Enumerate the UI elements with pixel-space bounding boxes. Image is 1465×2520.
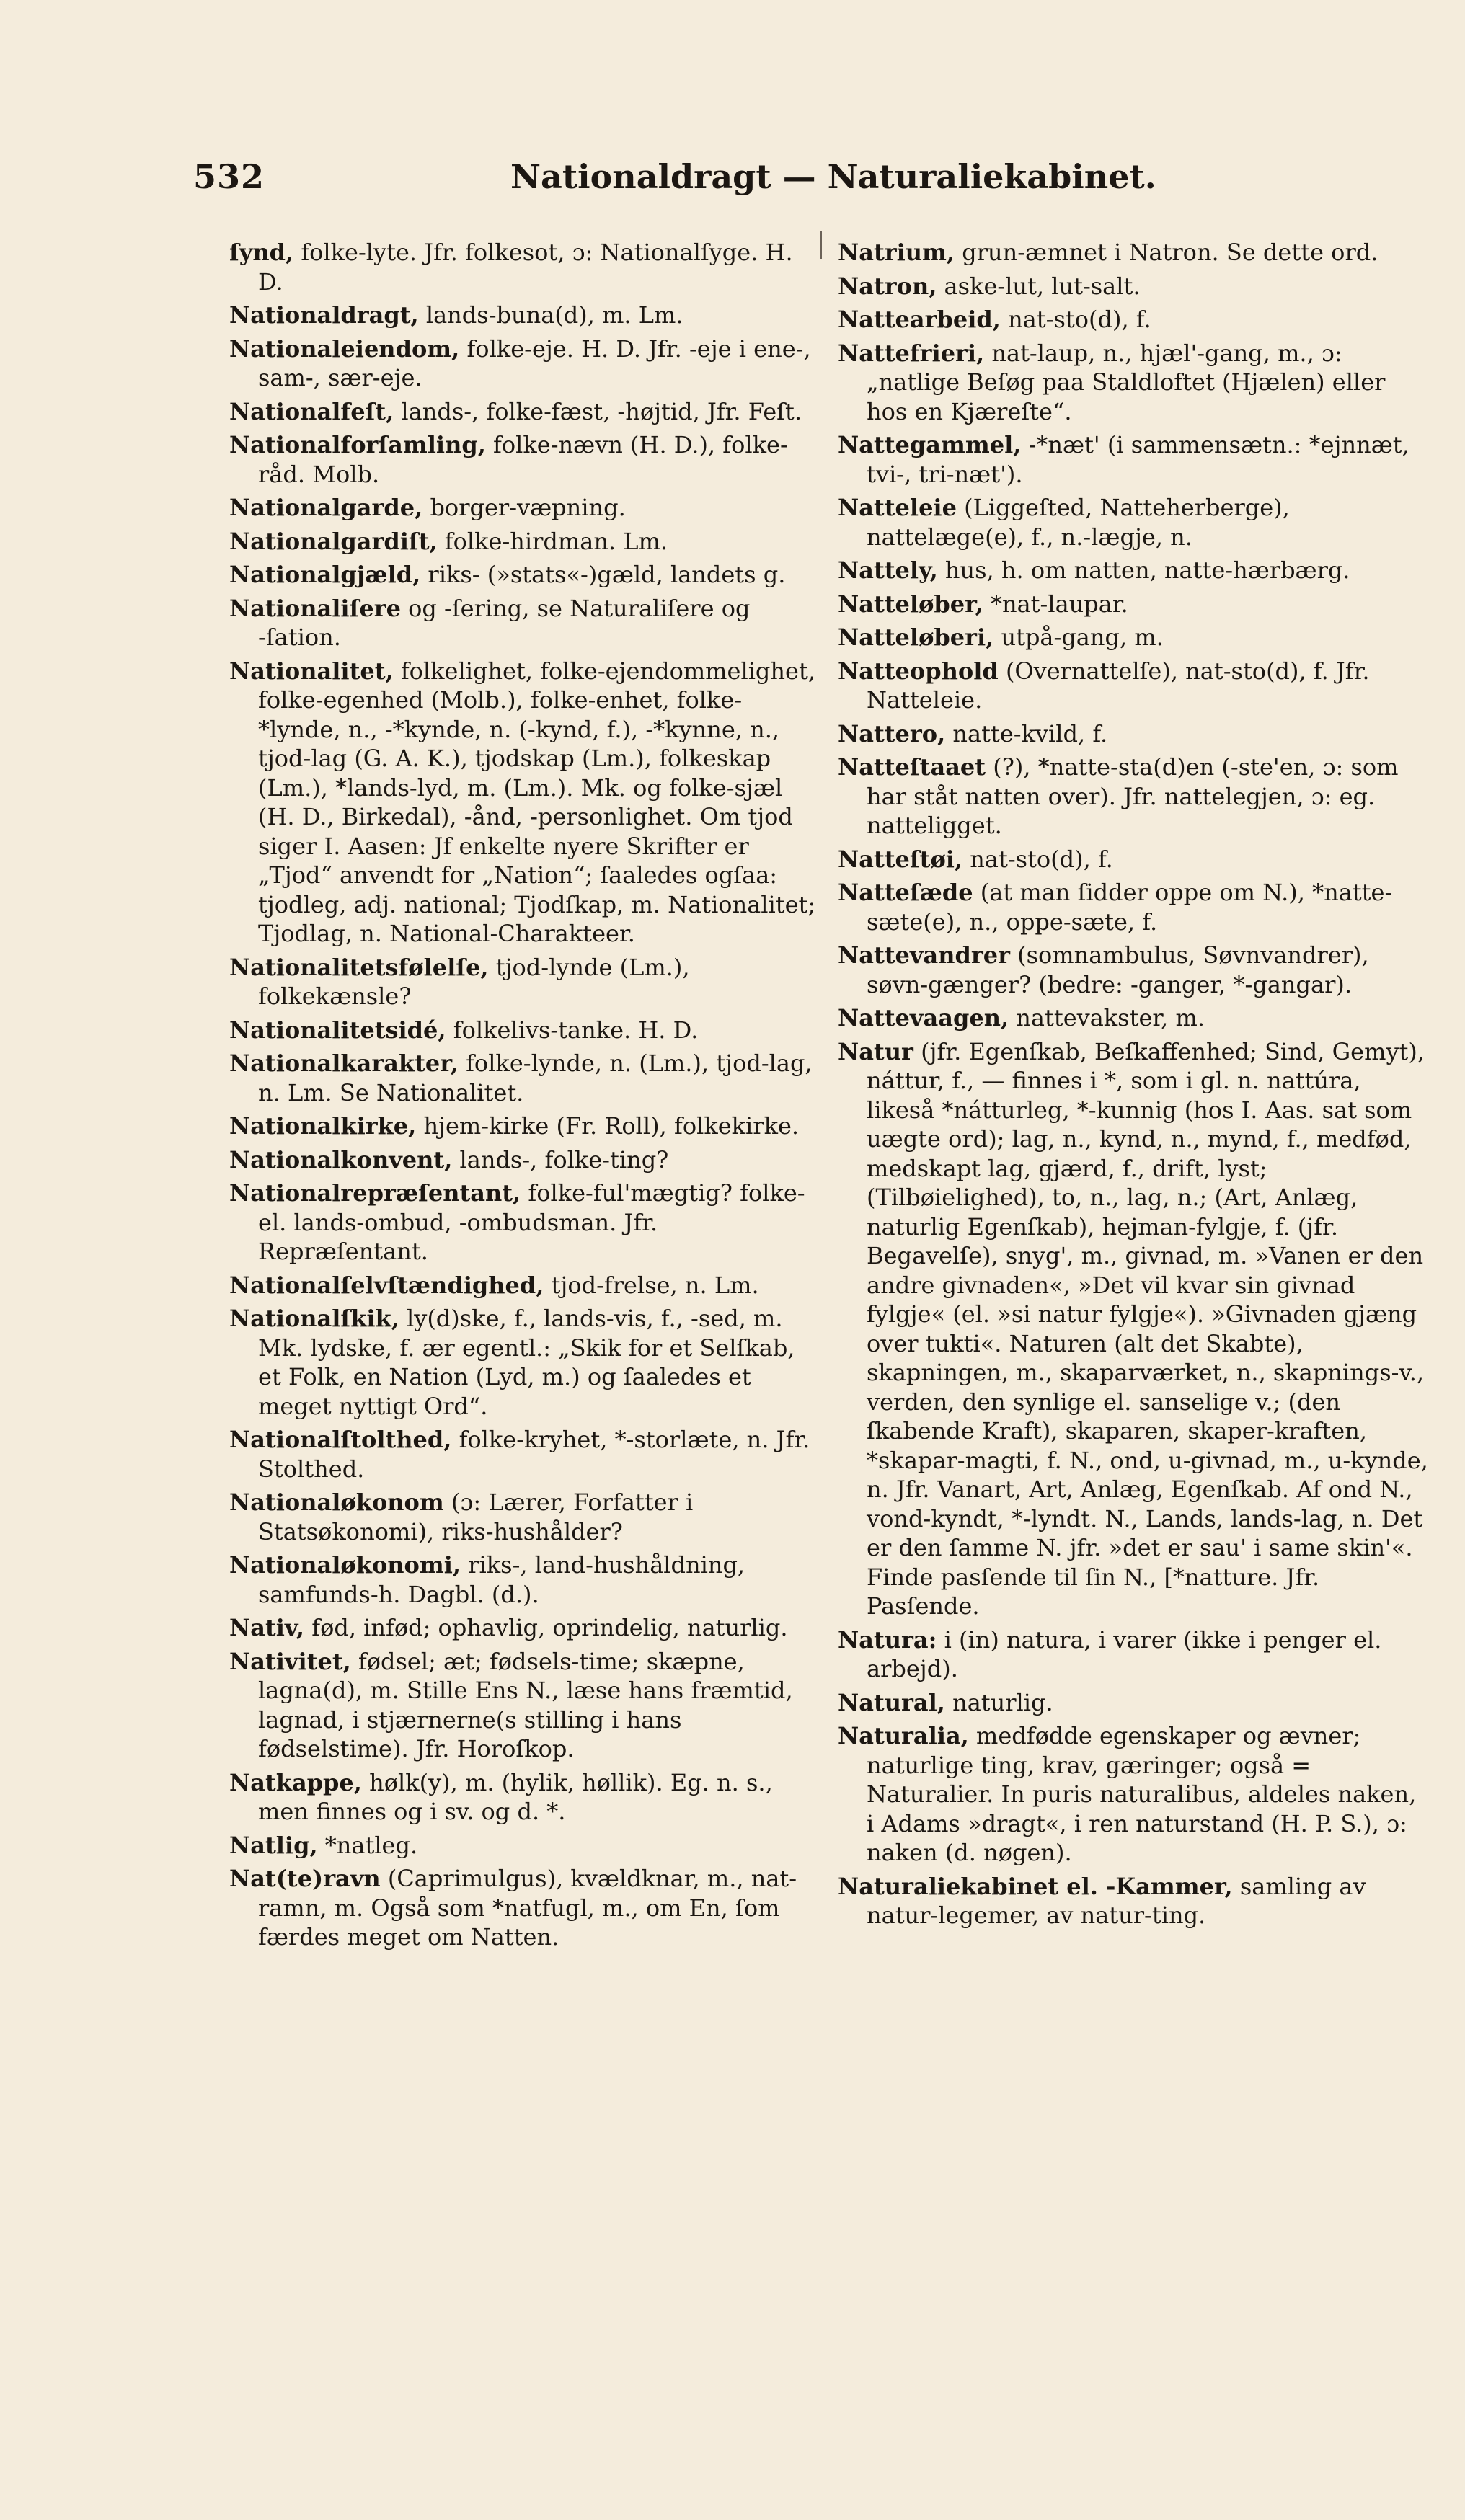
- entry-definition: (at man ſidder oppe om N.), *natte-sæte(e), n., oppe-sæte, f.: [867, 879, 1393, 936]
- page-number: 532: [193, 157, 265, 196]
- entry-headword: Nativitet,: [229, 1647, 351, 1675]
- entry-headword: Nattearbeid,: [838, 306, 1001, 333]
- column-divider: [820, 231, 822, 259]
- entry-definition: (?), *natte-sta(d)en (-ste'en, ɔ: som har ståt natten over). Jfr. nattelegjen, ɔ: eg. natteligget.: [867, 753, 1399, 839]
- dictionary-entry: [229, 1550, 820, 1609]
- dictionary-entry: [838, 590, 1429, 619]
- dictionary-entry: [838, 430, 1429, 489]
- entry-headword: Nationalitetsidé,: [229, 1016, 446, 1044]
- entry-definition: folke-ful'mægtig? folke- el. lands-ombud, -ombudsman. Jfr. Repræſentant.: [258, 1179, 805, 1265]
- entry-definition: medfødde egenskaper og ævner; naturlige ting, krav, gæringer; også = Naturalier. In puris naturalibus, aldeles naken, i Adams »dragt«, i ren naturstand (H. P. S.), ɔ: naken (d. nøgen).: [867, 1722, 1417, 1866]
- entry-headword: Nationalſkik,: [229, 1305, 399, 1332]
- entry-headword: Nat(te)ravn: [229, 1865, 381, 1892]
- entry-headword: Nationalforſamling,: [229, 431, 486, 458]
- entry-definition: utpå-gang, m.: [993, 624, 1164, 651]
- entry-definition: folkelighet, folke-ejendommelighet, folke-egenhed (Molb.), folke-enhet, folke-*lynde, n., -*kynde, n. (-kynd, f.), -*kynne, n., tjod-lag (G. A. K.), tjodskap (Lm.), folkeskap (Lm.), *lands-lyd, m. (Lm.). Mk. og folke-sjæl (H. D., Birkedal), -ånd, -personlighet. Om tjod siger I. Aasen: Jf enkelte nyere Skrifter er „Tjod“ anvendt for „Nation“; ſaaledes ogſaa: tjodleg, adj. national; Tjodſkap, m. Nationalitet; Tjodlag, n. National-Charakteer.: [258, 657, 816, 947]
- running-title: Nationaldragt — Naturaliekabinet.: [510, 157, 1156, 196]
- entry-headword: Nationalſelvſtændighed,: [229, 1271, 544, 1299]
- dictionary-entry: [229, 334, 820, 393]
- entry-definition: *natleg.: [317, 1831, 418, 1859]
- dictionary-entry: [838, 878, 1429, 936]
- entry-headword: Nationalkarakter,: [229, 1050, 459, 1077]
- entry-headword: Nattero,: [838, 719, 946, 747]
- dictionary-entry: [229, 238, 820, 296]
- entry-headword: Natur: [838, 1037, 913, 1065]
- entry-headword: Natura:: [838, 1625, 937, 1654]
- entry-headword: Nattefrieri,: [838, 339, 985, 367]
- entry-definition: nattevakster, m.: [1009, 1004, 1205, 1031]
- dictionary-entry: [838, 1688, 1429, 1718]
- dictionary-entry: [229, 1647, 820, 1764]
- entry-headword: Natkappe,: [229, 1768, 362, 1796]
- entry-headword: Nativ,: [229, 1614, 305, 1641]
- dictionary-entry: [838, 272, 1429, 301]
- entry-definition: hjem-kirke (Fr. Roll), folkekirke.: [416, 1112, 800, 1140]
- entry-headword: Natlig,: [229, 1831, 318, 1859]
- entry-headword: Nationalitet,: [229, 657, 394, 685]
- entry-definition: (Liggeſted, Natteherberge), nattelæge(e), f., n.-lægje, n.: [867, 494, 1290, 551]
- entry-headword: Natteløberi,: [838, 624, 994, 651]
- entry-headword: Nationalgarde,: [229, 494, 423, 521]
- entry-definition: hus, h. om natten, natte-hærbærg.: [937, 556, 1350, 584]
- dictionary-entry: [838, 657, 1429, 715]
- entry-definition: borger-væpning.: [422, 494, 626, 521]
- dictionary-entry: [229, 953, 820, 1011]
- dictionary-entry: [838, 719, 1429, 749]
- page-header: [193, 157, 1439, 208]
- dictionary-entry: [838, 1003, 1429, 1033]
- dictionary-entry: [838, 1721, 1429, 1868]
- entry-definition: riks- (»stats«-)gæld, landets g.: [420, 561, 786, 588]
- entry-definition: (ɔ: Lærer, Forfatter i Statsøkonomi), riks-hushålder?: [258, 1489, 694, 1545]
- entry-headword: Natteløber,: [838, 590, 983, 618]
- entry-headword: Nationalſtolthed,: [229, 1426, 452, 1453]
- dictionary-entry: [838, 556, 1429, 585]
- entry-definition: folke-eje. H. D. Jfr. -eje i ene-, sam-, sær-eje.: [258, 334, 811, 391]
- entry-headword: Nationalkonvent,: [229, 1145, 453, 1174]
- dictionary-entry: [229, 527, 820, 556]
- dictionary-entry: [838, 753, 1429, 840]
- dictionary-entry: [838, 1037, 1429, 1621]
- entry-definition: aske-lut, lut-salt.: [937, 272, 1141, 300]
- dictionary-entry: [229, 1271, 820, 1300]
- entry-definition: i (in) natura, i varer (ikke i penger el. arbejd).: [867, 1625, 1382, 1682]
- dictionary-entry: [838, 493, 1429, 551]
- dictionary-entry: [838, 1625, 1429, 1684]
- dictionary-entry: [838, 305, 1429, 334]
- entry-headword: Nationalitetsfølelſe,: [229, 953, 489, 981]
- dictionary-entry: [229, 1425, 820, 1483]
- dictionary-entry: [229, 1864, 820, 1952]
- entry-headword: Nationaleiendom,: [229, 334, 460, 363]
- entry-headword: Nationalrepræſentant,: [229, 1179, 521, 1207]
- dictionary-entry: [229, 594, 820, 652]
- dictionary-entry: [229, 1049, 820, 1107]
- dictionary-entry: [229, 1016, 820, 1045]
- entry-headword: Nattevandrer: [838, 941, 1010, 969]
- entry-definition: *nat-laupar.: [983, 590, 1128, 618]
- entry-headword: Nattegammel,: [838, 431, 1022, 458]
- dictionary-entry: [838, 941, 1429, 999]
- dictionary-entry: [229, 1768, 820, 1827]
- entry-headword: Nationalkirke,: [229, 1112, 417, 1140]
- entry-headword: Natteophold: [838, 657, 999, 685]
- entry-headword: Nattevaagen,: [838, 1004, 1009, 1031]
- entry-definition: grun-æmnet i Natron. Se dette ord.: [955, 239, 1378, 266]
- entry-definition: nat-sto(d), f.: [1000, 306, 1151, 333]
- dictionary-entry: [229, 1831, 820, 1860]
- entry-headword: Natteſtaaet: [838, 753, 986, 781]
- entry-headword: Natrium,: [838, 239, 955, 266]
- dictionary-entry: [838, 623, 1429, 652]
- dictionary-entry: [229, 1613, 820, 1643]
- entry-definition: tjod-frelse, n. Lm.: [544, 1271, 759, 1299]
- entry-definition: hølk(y), m. (hylik, høllik). Eg. n. s., men finnes og i sv. og d. *.: [258, 1768, 773, 1825]
- dictionary-entry: [838, 1872, 1429, 1930]
- entry-headword: Natron,: [838, 272, 937, 300]
- dictionary-entry: [229, 560, 820, 590]
- entry-headword: Nationalgjæld,: [229, 561, 421, 588]
- entry-headword: Nationaløkonomi,: [229, 1551, 461, 1579]
- right-column: [838, 238, 1429, 1935]
- dictionary-entry: [229, 1179, 820, 1266]
- entry-definition: folke-lyte. Jfr. folkesot, ɔ: Nationalſyge. H. D.: [258, 239, 793, 296]
- entry-definition: folke-hirdman. Lm.: [437, 527, 668, 555]
- dictionary-entry: [229, 493, 820, 523]
- entry-definition: lands-buna(d), m. Lm.: [418, 301, 683, 329]
- entry-definition: (somnambulus, Søvnvandrer), søvn-gænger? (bedre: -ganger, *-gangar).: [867, 941, 1369, 998]
- dictionary-entry: [229, 430, 820, 489]
- dictionary-entry: [229, 657, 820, 949]
- dictionary-entry: [229, 397, 820, 427]
- dictionary-entry: [838, 238, 1429, 267]
- dictionary-entry: [229, 1145, 820, 1175]
- dictionary-entry: [838, 845, 1429, 874]
- left-column: [229, 238, 820, 1956]
- entry-definition: lands-, folke-fæst, -højtid, Jfr. Feſt.: [394, 397, 802, 425]
- entry-headword: Natteſæde: [838, 879, 973, 906]
- entry-headword: Nationalfeſt,: [229, 397, 394, 425]
- entry-headword: Nationalgardiſt,: [229, 527, 438, 555]
- entry-definition: ly(d)ske, f., lands-vis, f., -sed, m. Mk. lydske, f. ær egentl.: „Skik for et Selſkab, et Folk, en Nation (Lyd, m.) og ſaaledes et meget nyttigt Ord“.: [258, 1305, 795, 1420]
- entry-headword: Naturalia,: [838, 1722, 969, 1749]
- entry-definition: fød, infød; ophavlig, oprindelig, naturlig.: [304, 1614, 788, 1641]
- entry-definition: lands-, folke-ting?: [452, 1145, 669, 1174]
- dictionary-entry: [229, 1112, 820, 1141]
- entry-definition: -*næt' (i sammensætn.: *ejnnæt, tvi-, tri-næt').: [867, 431, 1409, 488]
- dictionary-entry: [229, 1304, 820, 1421]
- entry-headword: Nattely,: [838, 556, 938, 584]
- entry-definition: (Overnattelſe), nat-sto(d), f. Jfr. Natteleie.: [867, 657, 1370, 714]
- entry-definition: fødsel; æt; fødsels-time; skæpne, lagna(d), m. Stille Ens N., læse hans fræmtid, lagnad, i stjærnerne(s stilling i hans fødselstime). Jfr. Horoſkop.: [258, 1647, 793, 1762]
- dictionary-entry: [838, 339, 1429, 427]
- dictionary-entry: [229, 1488, 820, 1546]
- entry-headword: Natteſtøi,: [838, 845, 963, 873]
- entry-definition: og -ſering, se Naturaliſere og -ſation.: [258, 594, 751, 651]
- entry-definition: folke-kryhet, *-storlæte, n. Jfr. Stolthed.: [258, 1426, 810, 1483]
- entry-definition: folke-nævn (H. D.), folke-råd. Molb.: [258, 431, 788, 488]
- entry-definition: natte-kvild, f.: [945, 719, 1108, 747]
- entry-headword: Nationaliſere: [229, 594, 401, 622]
- entry-headword: Nationaløkonom: [229, 1489, 444, 1516]
- entry-headword: Naturaliekabinet el. -Kammer,: [838, 1872, 1233, 1900]
- dictionary-entry: [229, 301, 820, 330]
- entry-headword: Natural,: [838, 1688, 945, 1716]
- entry-definition: (jfr. Egenſkab, Beſkaffenhed; Sind, Gemyt), náttur, f., — finnes i *, som i gl. n. nattúra, likeså *nátturleg, *-kunnig (hos I. Aas. sat som uægte ord); lag, n., kynd, n., mynd, f., medfød, medskapt lag, gjærd, f., drift, lyst; (Tilbøielighed), to, n., lag, n.; (Art, Anlæg, naturlig Egenſkab), hejman-fylgje, f. (jfr. Begavelſe), snyg', m., givnad, m. »Vanen er den andre givnaden«, »Det vil kvar sin givnad fylgje« (el. »si natur fylgje«). »Givnaden gjæng over tukti«. Naturen (alt det Skabte), skapningen, m., skaparværket, n., skapnings-v., verden, den synlige el. sanselige v.; (den ſkabende Kraft), skaparen, skaper-kraften, *skapar-magti, f. N., ond, u-givnad, m., u-kynde, n. Jfr. Vanart, Art, Anlæg, Egenſkab. Af ond N., vond-kyndt, *-lyndt. N., Lands, lands-lag, n. Det er den ſamme N. jfr. »det er sau' i same skin'«. Finde pasſende til ſin N., [*natture. Jfr. Pasſende.: [867, 1037, 1428, 1620]
- entry-headword: ſynd,: [229, 239, 294, 266]
- entry-headword: Natteleie: [838, 494, 957, 521]
- entry-definition: tjod-lynde (Lm.), folkekænsle?: [258, 953, 690, 1010]
- entry-definition: naturlig.: [944, 1688, 1053, 1716]
- entry-definition: nat-laup, n., hjæl'-gang, m., ɔ: „natlige Beſøg paa Staldloftet (Hjælen) eller hos en Kjæreſte“.: [867, 339, 1386, 425]
- entry-headword: Nationaldragt,: [229, 301, 419, 329]
- entry-definition: folkelivs-tanke. H. D.: [446, 1016, 699, 1044]
- entry-definition: folke-lynde, n. (Lm.), tjod-lag, n. Lm. Se Nationalitet.: [258, 1050, 813, 1106]
- entry-definition: (Caprimulgus), kvældknar, m., nat-ramn, m. Også som *natfugl, m., om En, ſom færdes meget om Natten.: [258, 1865, 797, 1951]
- entry-definition: riks-, land-hushåldning, samfunds-h. Dagbl. (d.).: [258, 1551, 745, 1608]
- entry-definition: samling av natur-legemer, av natur-ting.: [867, 1872, 1366, 1929]
- entry-definition: nat-sto(d), f.: [962, 845, 1113, 873]
